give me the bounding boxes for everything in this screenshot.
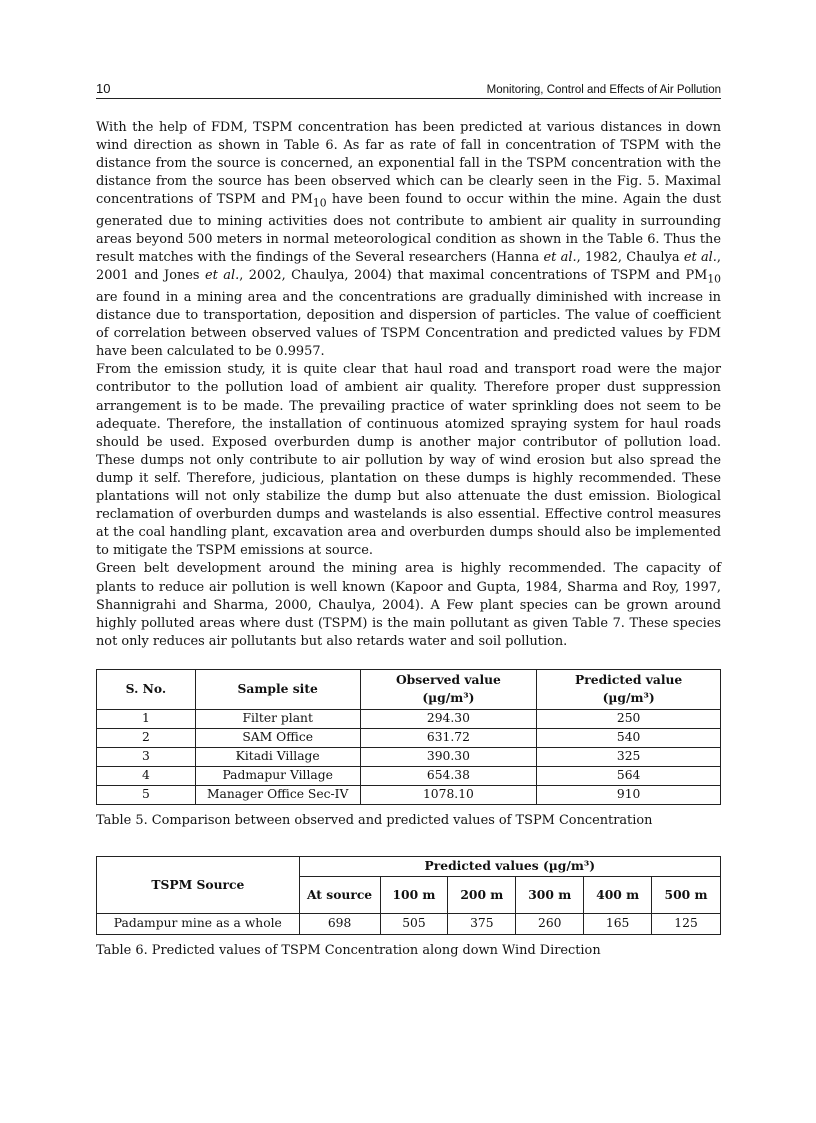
body-text: [96, 119, 721, 651]
t6-header-source: TSPM Source: [97, 856, 300, 913]
t5-cell-predicted: 325: [537, 747, 721, 766]
t6-cell-value: 505: [380, 913, 448, 934]
t5-header-observed: Observed value (µg/m³): [360, 669, 537, 709]
p1-text-b: have been found to occur within the mine. Again the dust generated due to mining activities does not contribute to ambient air quality in surrounding areas beyond 500 meters in normal meteorological condition as shown in the Table 6. Thus the result matches with the findings of the Several researchers (Hanna: [96, 192, 721, 266]
t5-cell-sno: 3: [97, 747, 196, 766]
table-5-header-row: [97, 669, 721, 709]
t6-header-col: At source: [299, 876, 380, 913]
table-6-header-row-1: [97, 856, 721, 876]
p1-subscript-1: 10: [312, 196, 327, 210]
t6-cell-value: 165: [584, 913, 652, 934]
table-row: [97, 785, 721, 804]
p1-etal-2: et al.: [683, 250, 717, 266]
t6-cell-value: 260: [516, 913, 584, 934]
table-6-caption: Table 6. Predicted values of TSPM Concentration along down Wind Direction: [96, 942, 601, 958]
p1-text-d: , 2001 and Jones: [96, 250, 722, 284]
table-6: [96, 856, 721, 935]
t5-cell-observed: 654.38: [360, 766, 537, 785]
t5-cell-observed: 390.30: [360, 747, 537, 766]
t5-cell-predicted: 564: [537, 766, 721, 785]
paragraph-1: [96, 119, 721, 361]
t6-header-col: 400 m: [584, 876, 652, 913]
table-row: [97, 766, 721, 785]
p1-etal-1: et al.: [543, 250, 577, 266]
p1-text-e: , 2002, Chaulya, 2004) that maximal concentrations of TSPM and PM: [239, 268, 708, 284]
p1-subscript-2: 10: [707, 272, 721, 286]
t5-cell-site: Manager Office Sec-IV: [195, 785, 360, 804]
t5-header-sno: S. No.: [97, 669, 196, 709]
page: [96, 78, 721, 958]
t5-cell-site: Kitadi Village: [195, 747, 360, 766]
t5-cell-observed: 1078.10: [360, 785, 537, 804]
paragraph-3: Green belt development around the mining area is highly recommended. The capacity of plants to reduce air pollution is well known (Kapoor and Gupta, 1984, Sharma and Roy, 1997, Shannigrahi and Sharma, 2000, Chaulya, 2004). A Few plant species can be grown around highly polluted areas where dust (TSPM) is the main pollutant as given Table 7. These species not only reduces air pollutants but also retards water and soil pollution.: [96, 561, 721, 649]
t5-cell-predicted: 250: [537, 709, 721, 728]
t5-cell-sno: 2: [97, 728, 196, 747]
t6-cell-value: 698: [299, 913, 380, 934]
t6-header-col: 200 m: [448, 876, 516, 913]
table-row: [97, 747, 721, 766]
t5-cell-site: Filter plant: [195, 709, 360, 728]
running-header: [96, 78, 721, 99]
t6-header-group: Predicted values (µg/m³): [299, 856, 720, 876]
t5-cell-sno: 4: [97, 766, 196, 785]
p1-text-f: are found in a mining area and the concentrations are gradually diminished with increase in distance due to transportation, deposition and dispersion of particles. The value of coefficient of correlation between observed values of TSPM Concentration and predicted values by FDM have been calculated to be 0.9957.: [96, 290, 721, 360]
t6-cell-value: 375: [448, 913, 516, 934]
t5-cell-sno: 1: [97, 709, 196, 728]
t5-cell-observed: 294.30: [360, 709, 537, 728]
table-row: [97, 728, 721, 747]
p1-etal-3: et al.: [204, 268, 240, 284]
t5-cell-observed: 631.72: [360, 728, 537, 747]
p1-text-c: , 1982, Chaulya: [576, 250, 684, 266]
t6-header-col: 500 m: [652, 876, 721, 913]
t6-header-col: 100 m: [380, 876, 448, 913]
t6-header-col: 300 m: [516, 876, 584, 913]
t5-cell-predicted: 910: [537, 785, 721, 804]
t5-cell-predicted: 540: [537, 728, 721, 747]
page-number: 10: [96, 81, 111, 96]
table-5: [96, 669, 721, 805]
running-title: Monitoring, Control and Effects of Air Pollution: [486, 84, 721, 96]
t5-header-site: Sample site: [195, 669, 360, 709]
t5-cell-site: SAM Office: [195, 728, 360, 747]
table-row: [97, 709, 721, 728]
p1-text-a: With the help of FDM, TSPM concentration has been predicted at various distances in down wind direction as shown in Table 6. As far as rate of fall in concentration of TSPM with the distance from the source is concerned, an exponential fall in the TSPM concentration with the distance from the source has been observed which can be clearly seen in the Fig. 5. Maximal concentrations of TSPM and PM: [96, 120, 721, 208]
t6-cell-source: Padampur mine as a whole: [97, 913, 300, 934]
paragraph-2: From the emission study, it is quite clear that haul road and transport road were the major contributor to the pollution load of ambient air quality. Therefore proper dust suppression arrangement is to be made. The prevailing practice of water sprinkling does not seem to be adequate. Therefore, the installation of continuous atomized spraying system for haul roads should be used. Exposed overburden dump is another major contributor of pollution load. These dumps not only contribute to air pollution by way of wind erosion but also spread the dump it self. Therefore, judicious, plantation on these dumps is highly recommended. These plantations will not only stabilize the dump but also attenuate the dust emission. Biological reclamation of overburden dumps and wastelands is also essential. Effective control measures at the coal handling plant, excavation area and overburden dumps should also be implemented to mitigate the TSPM emissions at source.: [96, 362, 721, 559]
table-row: [97, 913, 721, 934]
table-5-caption: Table 5. Comparison between observed and predicted values of TSPM Concentration: [96, 812, 653, 828]
t5-cell-site: Padmapur Village: [195, 766, 360, 785]
t6-cell-value: 125: [652, 913, 721, 934]
t5-header-predicted: Predicted value (µg/m³): [537, 669, 721, 709]
t5-cell-sno: 5: [97, 785, 196, 804]
